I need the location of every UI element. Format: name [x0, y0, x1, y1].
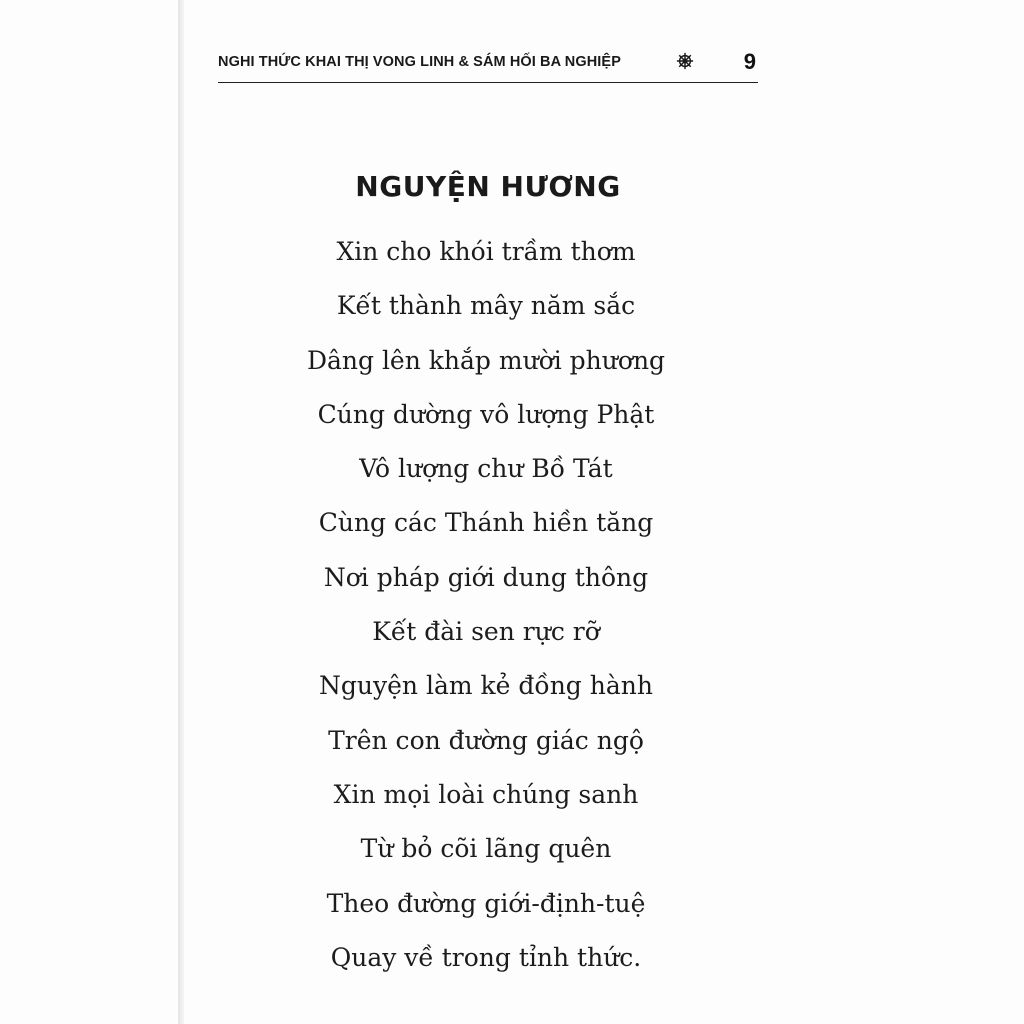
page-number: 9 [743, 49, 756, 74]
section-title: NGUYỆN HƯƠNG [355, 170, 621, 203]
verse-line: Xin cho khói trầm thơm [336, 237, 636, 266]
verse-line: Kết thành mây năm sắc [336, 291, 636, 321]
page-header [218, 48, 758, 84]
verse-line: Cùng các Thánh hiền tăng [318, 508, 654, 538]
running-title: NGHI THỨC KHAI THỊ VONG LINH & SÁM HỐI BA NGHIỆP [218, 54, 621, 70]
verse-line: Kết đài sen rực rỡ [372, 617, 600, 647]
verse-line: Nơi pháp giới dung thông [323, 562, 649, 592]
dharma-wheel-icon [676, 52, 694, 70]
verse-line: Vô lượng chư Bồ Tát [359, 454, 613, 484]
verse-line: Cúng dường vô lượng Phật [317, 399, 655, 429]
verse-line: Dâng lên khắp mười phương [306, 345, 666, 375]
verse-line: Nguyện làm kẻ đồng hành [319, 671, 653, 701]
verse-line: Xin mọi loài chúng sanh [333, 779, 639, 809]
header-rule [218, 82, 758, 83]
verse-line: Trên con đường giác ngộ [328, 725, 644, 755]
verse-line: Theo đường giới-định-tuệ [326, 888, 646, 918]
verse-line: Quay về trong tỉnh thức. [330, 942, 642, 972]
verse-line: Từ bỏ cõi lãng quên [360, 834, 612, 864]
verse [0, 232, 972, 992]
